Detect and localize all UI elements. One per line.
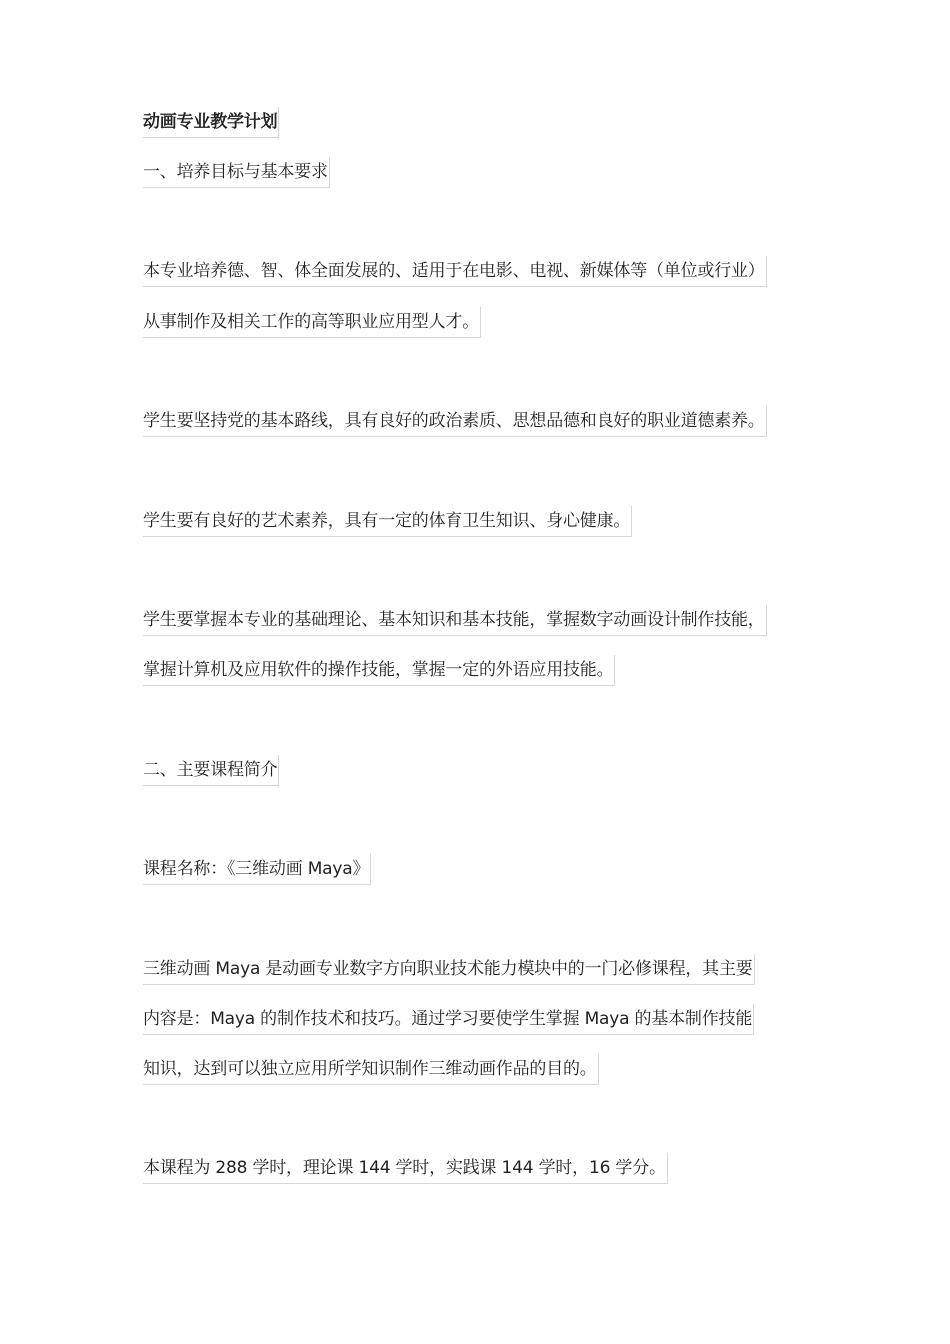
document-title: 动画专业教学计划 [143, 107, 279, 138]
paragraph-line: 从事制作及相关工作的高等职业应用型人才。 [143, 307, 481, 338]
section-heading-main-courses: 二、主要课程简介 [143, 755, 279, 786]
section-heading-training-goals: 一、培养目标与基本要求 [143, 157, 330, 188]
paragraph-line: 学生要掌握本专业的基础理论、基本知识和基本技能，掌握数字动画设计制作技能， [143, 605, 767, 636]
paragraph-line: 学生要有良好的艺术素养，具有一定的体育卫生知识、身心健康。 [143, 506, 632, 537]
paragraph-line: 内容是：Maya 的制作技术和技巧。通过学习要使学生掌握 Maya 的基本制作技能 [143, 1004, 754, 1035]
paragraph-line: 学生要坚持党的基本路线，具有良好的政治素质、思想品德和良好的职业道德素养。 [143, 406, 767, 437]
paragraph-line: 本课程为 288 学时，理论课 144 学时，实践课 144 学时，16 学分。 [143, 1153, 668, 1184]
paragraph-line: 知识，达到可以独立应用所学知识制作三维动画作品的目的。 [143, 1054, 599, 1085]
paragraph-line: 三维动画 Maya 是动画专业数字方向职业技术能力模块中的一门必修课程，其主要 [143, 954, 755, 985]
course-name: 课程名称：《三维动画 Maya》 [143, 854, 371, 885]
paragraph-line: 本专业培养德、智、体全面发展的、适用于在电影、电视、新媒体等（单位或行业） [143, 256, 767, 287]
paragraph-line: 掌握计算机及应用软件的操作技能，掌握一定的外语应用技能。 [143, 655, 615, 686]
